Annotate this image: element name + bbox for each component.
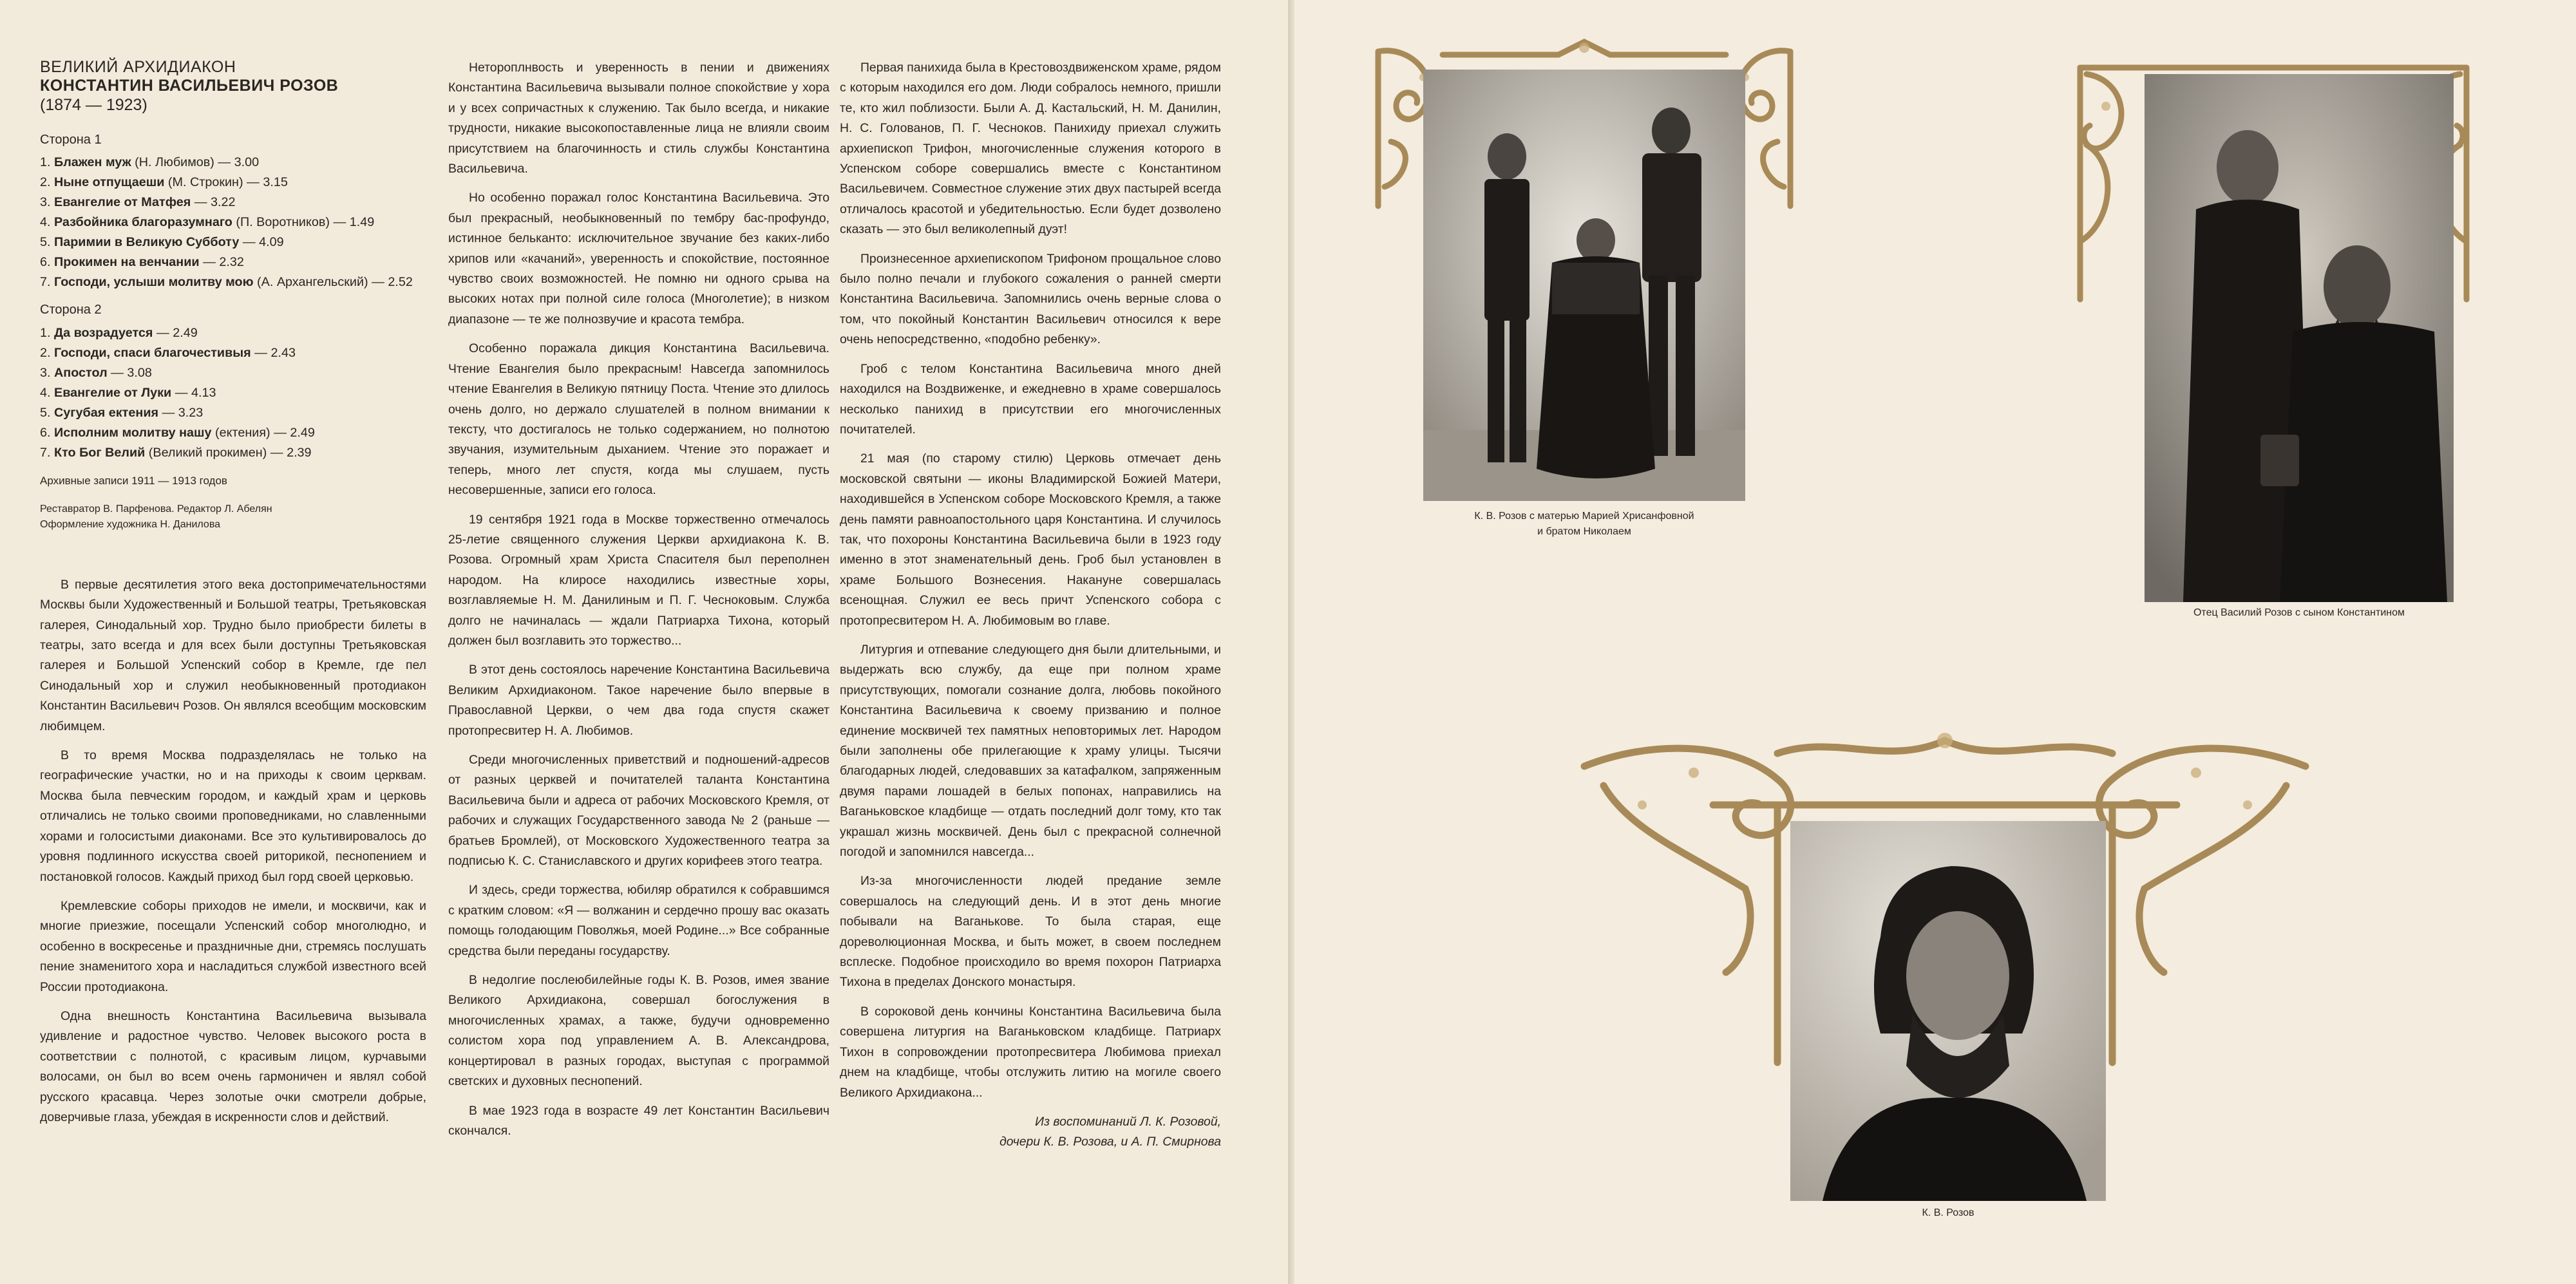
track-details: — 2.43 (251, 345, 296, 360)
title-line-1: ВЕЛИКИЙ АРХИДИАКОН (40, 58, 236, 76)
paragraph: В сороковой день кончины Константина Васильевича была совершена литургия на Ваганьковском кладбище. Патриарх Тихон в сопровождении протопресвитера Любимова приехал днем на кладбище, чтобы отслужить литию на могиле своего Великого Архидиакона... (840, 1004, 1221, 1100)
track-details: (ектения) — 2.49 (211, 425, 315, 440)
track-item (40, 173, 426, 193)
track-details: — 4.13 (171, 385, 216, 400)
photo-image-2 (2145, 74, 2454, 602)
track-item (40, 363, 426, 383)
track-details: (Н. Любимов) — 3.00 (131, 155, 260, 170)
track-number: 2. (40, 175, 51, 190)
track-details: (М. Строкин) — 3.15 (164, 175, 288, 190)
track-details: (П. Воротников) — 1.49 (232, 215, 375, 230)
track-title: Блажен муж (54, 155, 131, 170)
track-number: 1. (40, 155, 51, 170)
track-title: Ныне отпущаеши (54, 175, 165, 190)
track-number: 4. (40, 215, 51, 230)
track-details: — 4.09 (239, 235, 284, 250)
caption-photo-3: К. В. Розов (1922, 1207, 1975, 1218)
caption-photo-1-line-1: К. В. Розов с матерью Марией Хрисанфовной (1474, 511, 1694, 522)
title-line-2: КОНСТАНТИН ВАСИЛЬЕВИЧ РОЗОВ (40, 77, 339, 95)
track-item (40, 343, 426, 363)
track-number: 3. (40, 365, 51, 380)
track-title: Апостол (54, 365, 108, 380)
column-2 (448, 58, 829, 1150)
track-details: — 3.08 (107, 365, 152, 380)
track-item (40, 193, 426, 212)
credits (40, 502, 426, 533)
side-2-track-list (40, 323, 426, 463)
track-details: (Великий прокимен) — 2.39 (145, 445, 312, 460)
track-item (40, 403, 426, 423)
track-item (40, 423, 426, 443)
track-title: Сугубая ектения (54, 405, 159, 420)
paragraph: 19 сентября 1921 года в Москве торжественно отмечалось 25-летие священного служения Церкви архидиакона К. В. Розова. Огромный храм Христа Спасителя был переполнен народом. На клиросе находились известные хоры, возглавляемые Н. М. Данилиным и П. Г. Чесноковым. Служба долго не начиналась — ждали Патриарха Тихона, который должен был возглавить это торжество... (448, 512, 829, 648)
paragraph: 21 мая (по старому стилю) Церковь отмечает день московской святыни — иконы Владимирской Божией Матери, находившейся в Успенском соборе Московского Кремля, а также день памяти равноапостольного царя Константина. И случилось так, что похороны Константина Васильевича были в 1923 году именно в этот знаменательный день. Гроб был установлен в храме Большого Вознесения. Накануне совершалась всенощная. Служил ее весь причт Успенского собора с протопресвитером Н. А. Любимовым во главе. (840, 451, 1221, 628)
track-item (40, 153, 426, 173)
track-number: 3. (40, 195, 51, 210)
track-title: Господи, спаси благочестивыя (54, 345, 251, 360)
paragraph: Произнесенное архиепископом Трифоном прощальное слово было полно печали и глубокого сожаления о ранней смерти Константина Васильевича. Запомнились очень верные слова о том, что покойный Константин Васильевич относился к вере очень непосредственно, «подобно ребенку». (840, 251, 1221, 347)
track-item (40, 323, 426, 343)
signature-line-2: дочери К. В. Розова, и А. П. Смирнова (999, 1135, 1221, 1149)
track-number: 7. (40, 275, 51, 290)
track-title: Господи, услыши молитву мою (54, 275, 254, 290)
caption-photo-2: Отец Василий Розов с сыном Константином (2193, 607, 2405, 618)
track-item (40, 232, 426, 252)
side-1-track-list (40, 153, 426, 292)
photo-image-1 (1423, 70, 1745, 501)
paragraph: Гроб с телом Константина Васильевича много дней находился на Воздвиженке, и ежедневно в храме совершалось несколько панихид в присутствии его многочисленных почитателей. (840, 361, 1221, 437)
caption-photo-1 (1391, 509, 1777, 540)
credits-line-1: Реставратор В. Парфенова. Редактор Л. Абелян (40, 503, 272, 515)
track-details: — 2.32 (199, 255, 244, 270)
paragraph: Среди многочисленных приветствий и подношений-адресов от разных церквей и почитателей таланта Константина Васильевича были и адреса от рабочих Московского Кремля, от рабочих и служащих Государственного завода № 2 (раньше — братьев Бромлей), от Московского Художественного театра за подписью К. С. Станиславского и других корифеев этого театра. (448, 753, 829, 869)
paragraph: В этот день состоялось наречение Константина Васильевича Великим Архидиаконом. Такое наречение было впервые в Православной Церкви, о чем два года спустя скажет протопресвитер Н. А. Любимов. (448, 663, 829, 738)
track-details: — 3.22 (191, 195, 236, 210)
side-2-label: Сторона 2 (40, 303, 102, 317)
track-item (40, 252, 426, 272)
life-years: (1874 — 1923) (40, 96, 147, 114)
photo-rozov-mother-brother (1423, 70, 1745, 501)
track-number: 1. (40, 325, 51, 340)
paragraph: В первые десятилетия этого века достопримечательностями Москвы были Художественный и Большой театры, Третьяковская галерея, Синодальный хор. Трудно было приобрести билеты в театры, зато всегда и для всех были доступны Третьяковская галерея и Большой Успенский собор в Кремле, где пел Синодальный хор и служил необыкновенный протодиакон Константин Васильевич Розов. Он являлся всеобщим московским любимцем. (40, 577, 426, 733)
track-title: Паримии в Великую Субботу (54, 235, 240, 250)
paragraph: Одна внешность Константина Васильевича вызывала удивление и радостное чувство. Человек высокого роста в соответствии с полнотой, с красивым лицом, курчавыми волосами, он был во всем очень гармоничен и являл собой русского красавца. Через золотые очки смотрели добрые, доверчивые глаза, убеждая в искренности слов и действий. (40, 1008, 426, 1124)
track-title: Да возрадуется (54, 325, 153, 340)
paragraph: В то время Москва подразделялась не только на географические участки, но и на приходы к своим церквам. Москва была певческим городом, и каждый храм и церковь отличались не только своими проповедниками, но славленными хорами и голосистыми диаконами. Все это культивировалось до уровня подлинного искусства своей риторикой, песнопением и постановкой голосов. Каждый приход был горд своей церковью. (40, 748, 426, 884)
side-1-label: Сторона 1 (40, 133, 102, 147)
paragraph: В недолгие послеюбилейные годы К. В. Розов, имея звание Великого Архидиакона, совершал богослужения в многочисленных храмах, а также, будучи одновременно солистом хора под управлением А. В. Александрова, концертировал в разных городах, выступая с программой светских и духовных песнопений. (448, 973, 829, 1089)
track-number: 6. (40, 425, 51, 440)
photo-father-and-son (2145, 74, 2454, 602)
track-number: 4. (40, 385, 51, 400)
track-details: (А. Архангельский) — 2.52 (253, 275, 413, 290)
column-3 (840, 58, 1221, 1162)
column-1 (40, 58, 426, 1137)
track-item (40, 443, 426, 463)
track-number: 5. (40, 235, 51, 250)
track-title: Разбойника благоразумнаго (54, 215, 232, 230)
track-item (40, 272, 426, 292)
archive-note: Архивные записи 1911 — 1913 годов (40, 474, 227, 487)
paragraph: В мае 1923 года в возрасте 49 лет Константин Васильевич скончался. (448, 1103, 829, 1138)
photo-image-3 (1790, 821, 2106, 1201)
paragraph: Литургия и отпевание следующего дня были длительными, и выдержать всю службу, да еще при полном храме присутствующих, помогали сознание долга, любовь покойного Константина Васильевича к своему призванию и полное единение москвичей тех памятных неповторимых лет. Народом были заполнены обе прилегающие к храму улицы. Тысячи благодарных людей, следовавших за катафалком, запряженным двумя парами лошадей в белых попонах, направились на Ваганьковское кладбище — отдать последний долг тому, кто так украшал жизнь москвичей. День был с прекрасной солнечной погодой и запомнился навсегда... (840, 642, 1221, 860)
paragraph: Из-за многочисленности людей предание земле совершалось на следующий день. И в этот день многие побывали на Ваганькове. То была старая, еще дореволюционная Москва, и быть может, в своем последнем всплеске. Подобное происходило во время похорон Патриарха Тихона в пределах Донского монастыря. (840, 874, 1221, 990)
track-number: 2. (40, 345, 51, 360)
track-number: 6. (40, 255, 51, 270)
caption-photo-1-line-2: и братом Николаем (1537, 526, 1631, 537)
track-item (40, 212, 426, 232)
signature (840, 1112, 1221, 1153)
photo-portrait-rozov (1790, 821, 2106, 1201)
paragraph: Особенно поражала дикция Константина Васильевича. Чтение Евангелия было прекрасным! Навсегда запомнилось чтение Евангелия в Великую пятницу Поста. Чтение это длилось очень долго, но держало слушателей в полном внимании к тексту, что достигалось не только содержанием, но полнотою звучания, изумительным дыханием. Чтение это поражает и теперь, много лет спустя, когда мы слушаем, пусть несовершенные, записи его голоса. (448, 341, 829, 498)
track-title: Исполним молитву нашу (54, 425, 212, 440)
track-title: Кто Бог Велий (54, 445, 146, 460)
track-number: 7. (40, 445, 51, 460)
paragraph: Нетороплнвость и уверенность в пении и движениях Константина Васильевича вызывали полное спокойствие у хора и у всех сопричастных к служению. Так было всегда, и никакие трудности, никакие высокопоставленные лица не влияли своим присутствием на благочинность и стиль службы Константина Васильевича. (448, 61, 829, 176)
track-details: — 3.23 (158, 405, 204, 420)
track-item (40, 383, 426, 403)
credits-line-2: Оформление художника Н. Данилова (40, 518, 221, 530)
paragraph: И здесь, среди торжества, юбиляр обратился к собравшимся с кратким словом: «Я — волжанин и сердечно прошу вас оказать помощь голодающим Поволжья, моей Родине...» Все собранные средства были переданы государству. (448, 883, 829, 958)
track-title: Евангелие от Матфея (54, 195, 191, 210)
track-title: Прокимен на венчании (54, 255, 200, 270)
track-number: 5. (40, 405, 51, 420)
right-page (1294, 0, 2576, 1284)
track-details: — 2.49 (153, 325, 198, 340)
paragraph: Кремлевские соборы приходов не имели, и москвичи, как и многие приезжие, посещали Успенский собор многолюдно, и особенно в воскресенье и праздничные дни, стремясь послушать пение знаменитого хора и насладиться службой известного всей России протодиакона. (40, 898, 426, 994)
signature-line-1: Из воспоминаний Л. К. Розовой, (1035, 1114, 1221, 1129)
paragraph: Первая панихида была в Крестовоздвиженском храме, рядом с которым находился его дом. Люди собралось немного, пришли те, кто жил поблизости. Были А. Д. Кастальский, Н. М. Данилин, Н. С. Голованов, П. Г. Чесноков. Панихиду приехал служить архиепископ Трифон, многочисленные служения которого в Успенском соборе совершались вместе с Константином Васильевичем. Совместное служение этих двух пастырей всегда отличалось красотой и убедительностью. Если будет дозволено сказать — это был великолепный дуэт! (840, 61, 1221, 237)
track-title: Евангелие от Луки (54, 385, 172, 400)
paragraph: Но особенно поражал голос Константина Васильевича. Это был прекрасный, необыкновенный по тембру бас-профундо, истинное бельканто: исключительное звучание без каких-либо хрипов или «качаний», уверенность и спокойствие, постоянное чувство своих возможностей. Не помню ни одного срыва на высоких нотах при полной силе голоса (Многолетие); в низком диапазоне — те же полнозвучие и красота тембра. (448, 191, 829, 326)
